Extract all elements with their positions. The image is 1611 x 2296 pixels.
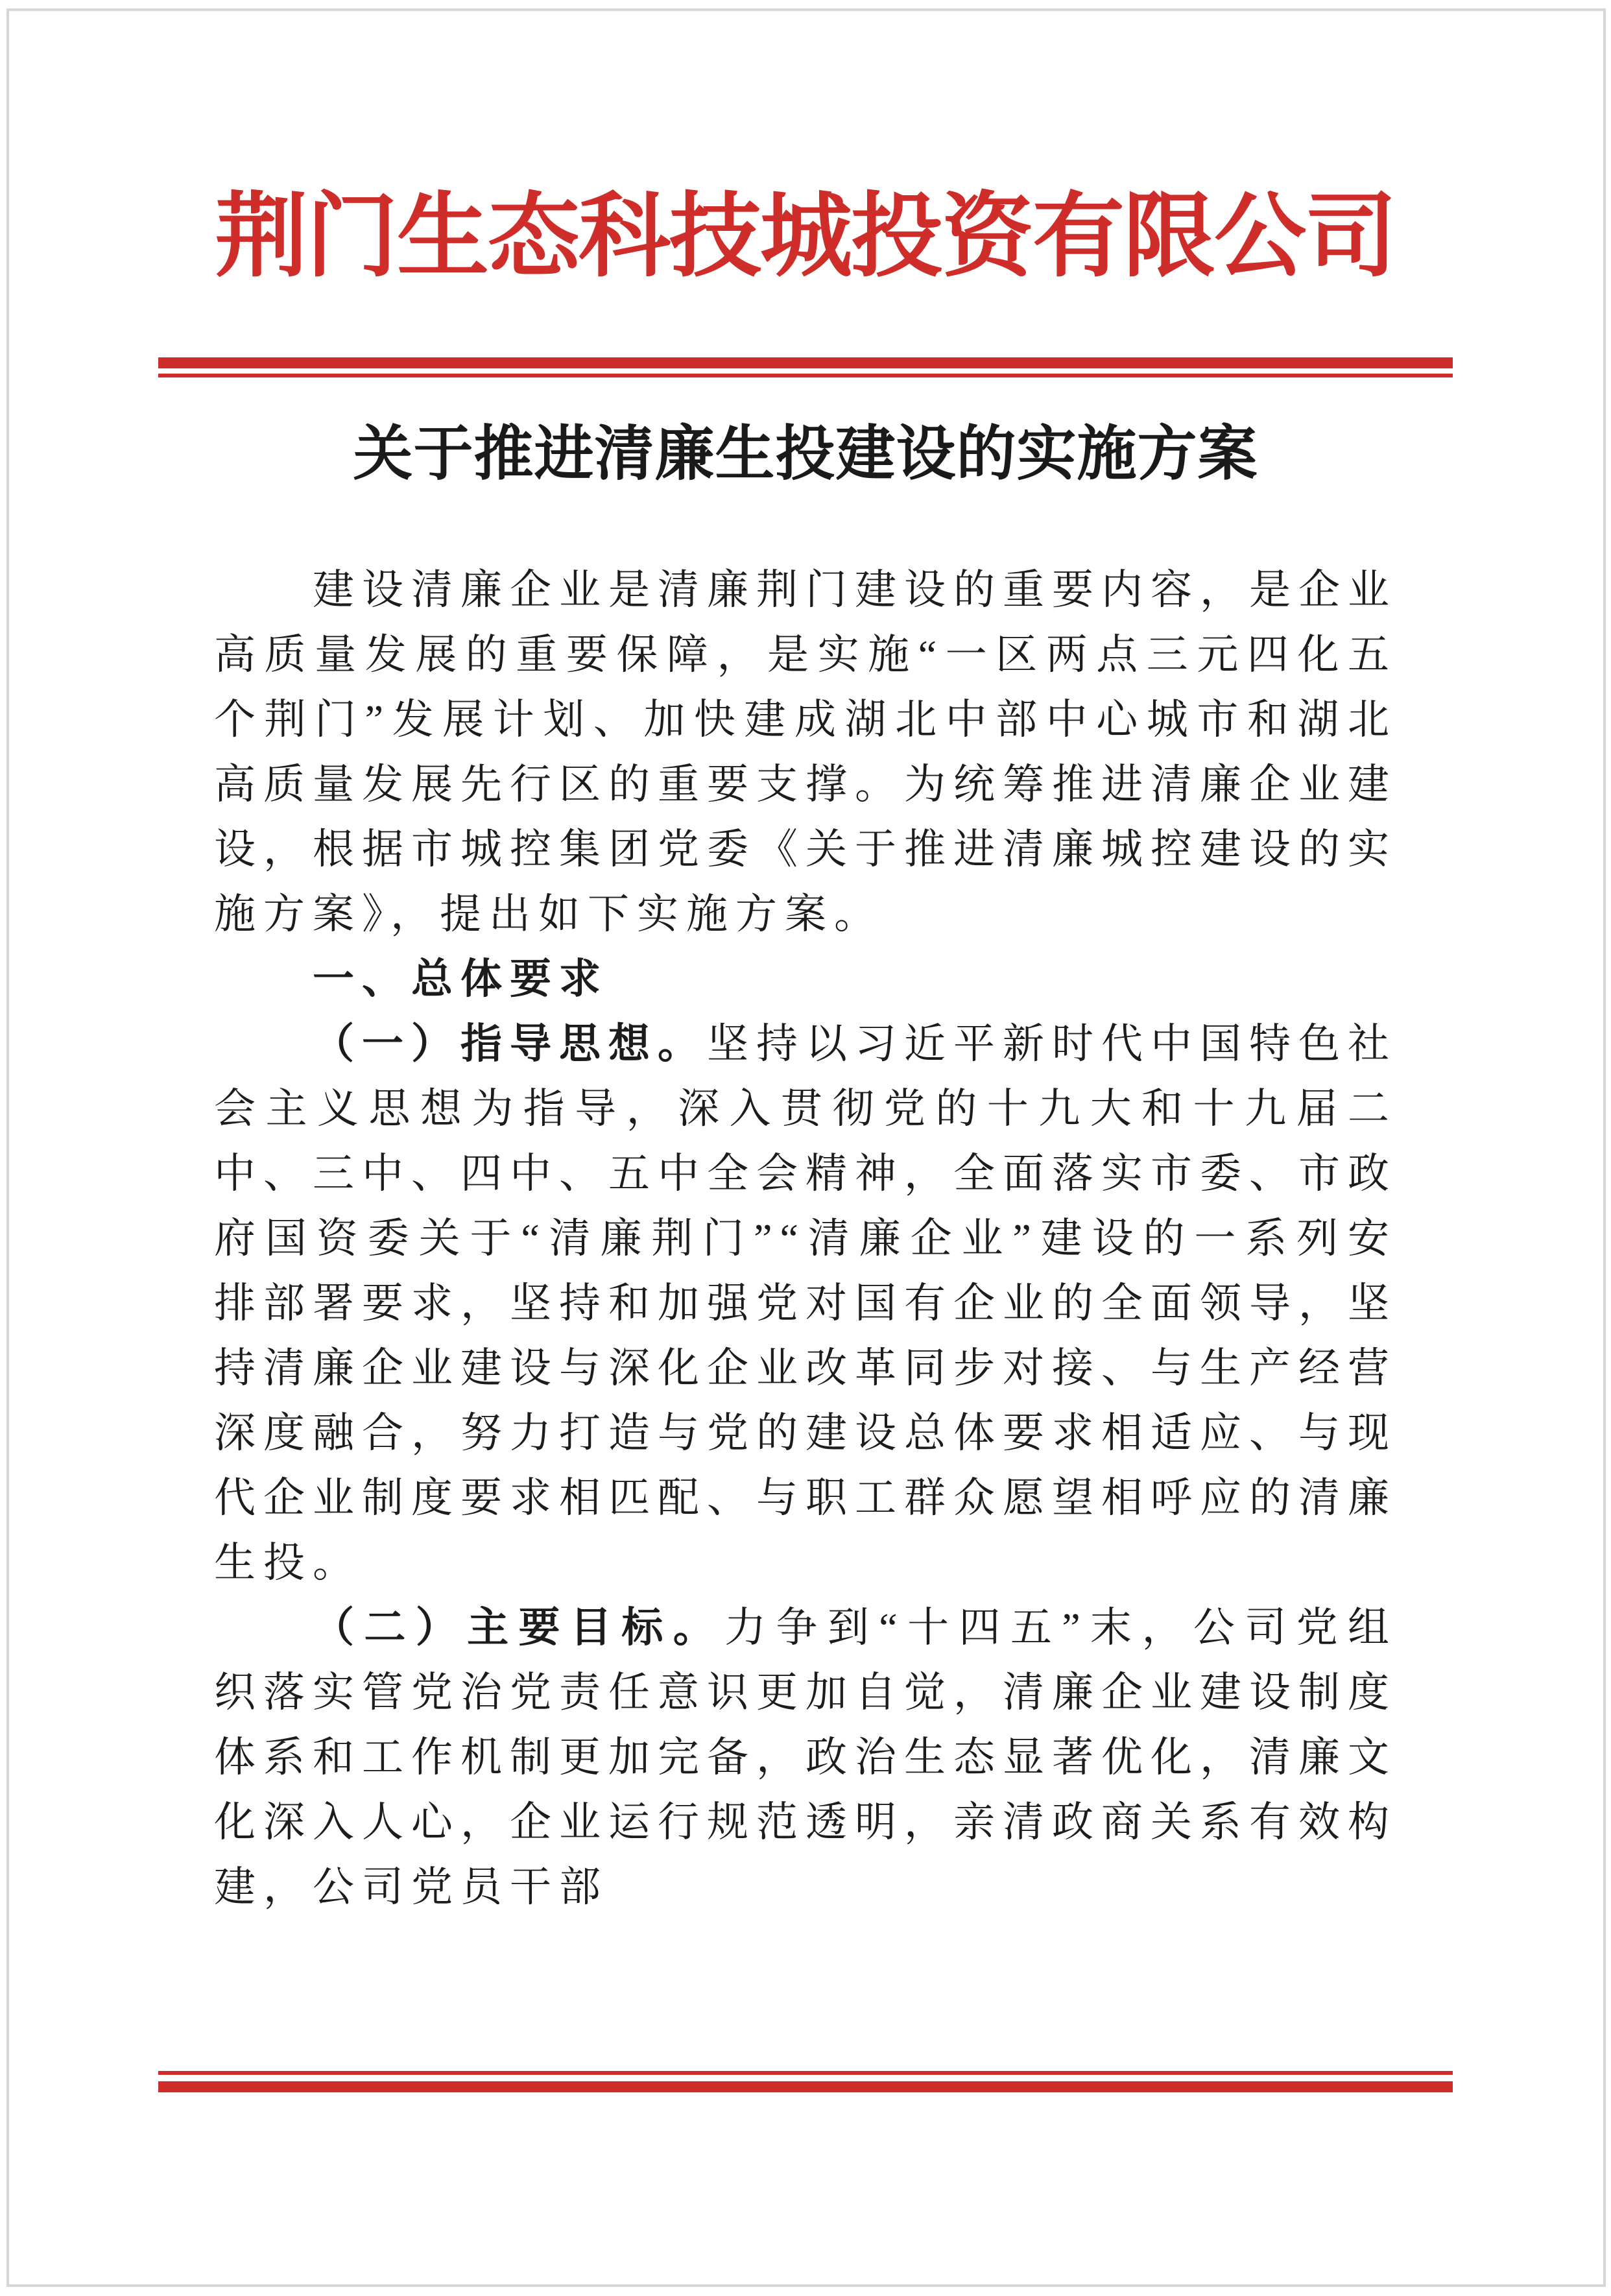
divider-thin-rule xyxy=(158,2071,1453,2075)
divider-thick-rule xyxy=(158,2081,1453,2092)
section-heading: 一、总体要求 xyxy=(313,956,608,1002)
divider-thick-rule xyxy=(158,357,1453,368)
body-paragraph: （二）主要目标。力争到“十四五”末，公司党组织落实管党治党责任意识更加自觉，清廉企业建设制度体系和工作机制更加完备，政治生态显著优化，清廉文化深入人心，企业运行规范透明，亲清政商关系有效构建，公司党员干部 xyxy=(214,1605,1398,1910)
body-paragraph: （一）指导思想。坚持以习近平新时代中国特色社会主义思想为指导，深入贯彻党的十九大和十九届二中、三中、四中、五中全会精神，全面落实市委、市政府国资委关于“清廉荆门”“清廉企业”建设的一系列安排部署要求，坚持和加强党对国有企业的全面领导，坚持清廉企业建设与深化企业改革同步对接、与生产经营深度融合，努力打造与党的建设总体要求相适应、与现代企业制度要求相匹配、与职工群众愿望相呼应的清廉生投。 xyxy=(214,1021,1397,1586)
letterhead-company-name: 荆门生态科技城投资有限公司 xyxy=(215,185,1396,288)
paragraph-bold-lead: （二）主要目标。 xyxy=(313,1605,725,1651)
body-paragraph: 建设清廉企业是清廉荆门建设的重要内容，是企业高质量发展的重要保障，是实施“一区两点三元四化五个荆门”发展计划、加快建成湖北中部中心城市和湖北高质量发展先行区的重要支撑。为统筹推进清廉企业建设，根据市城控集团党委《关于推进清廉城控建设的实施方案》，提出如下实施方案。 xyxy=(214,567,1397,937)
paragraph-bold-lead: （一）指导思想。 xyxy=(313,1021,707,1067)
document-title: 关于推进清廉生投建设的实施方案 xyxy=(353,421,1258,487)
document-body xyxy=(214,558,1397,1920)
footer-divider-bottom xyxy=(158,2071,1453,2092)
divider-thin-rule xyxy=(158,374,1453,377)
letterhead-divider-top xyxy=(158,357,1453,377)
